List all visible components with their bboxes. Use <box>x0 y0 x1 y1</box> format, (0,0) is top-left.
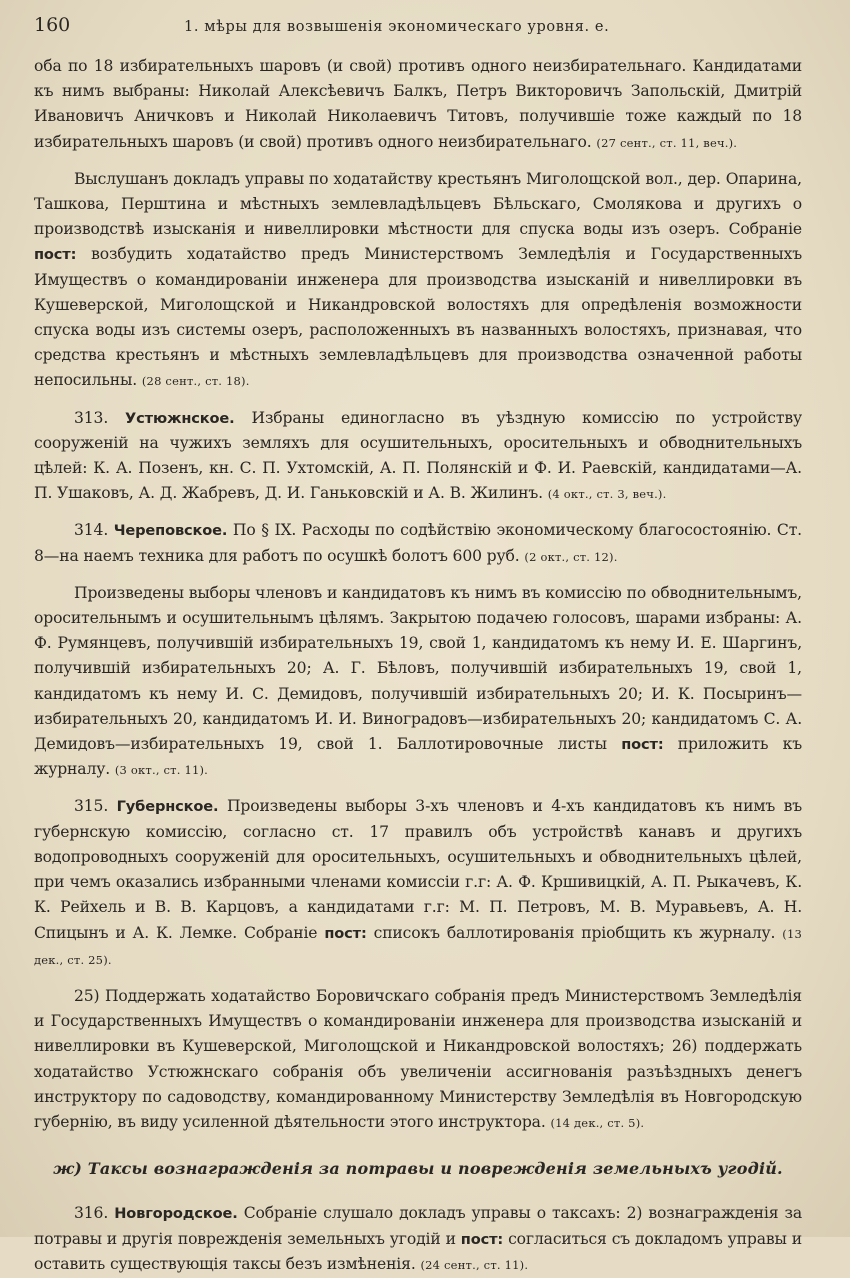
page-number: 160 <box>34 14 71 36</box>
item-number: 314. <box>74 521 109 540</box>
paragraph-text: По § IX. Расходы по содѣйствію экономическому благосостоянію. Ст. 8—на наемъ техника для работъ по осушкѣ болотъ 600 руб. <box>34 521 802 565</box>
assembly-name: Новгородское. <box>114 1205 238 1223</box>
citation-ref: (28 сент., ст. 18). <box>141 374 250 389</box>
paragraph-313 <box>34 406 802 508</box>
citation-ref: (27 сент., ст. 11, веч.). <box>596 135 738 150</box>
paragraph-text: Выслушанъ докладъ управы по ходатайству крестьянъ Миголощской вол., дер. Опарина, Ташкова, Перштина и мѣстныхъ землевладѣльцевъ Бѣльскаго, Смолякова и другихъ о производствѣ изысканія и нивеллировки мѣстности для спуска воды изъ озеръ. Собраніе <box>34 169 802 239</box>
citation-ref: (3 окт., ст. 11). <box>114 763 209 778</box>
citation-ref: (2 окт., ст. 12). <box>524 549 618 564</box>
paragraph-text: Произведены выборы членовъ и кандидатовъ къ нимъ въ комиссію по обводнительнымъ, оросительнымъ и осушительнымъ цѣлямъ. Закрытою подачею голосовъ, шарами избраны: А. Ф. Румянцевъ, получившій избирательныхъ 19, свой 1, кандидатомъ къ нему И. Е. Шаргинъ, получившій избирательныхъ 20; А. Г. Бѣловъ, получившій избирательныхъ 19, свой 1, кандидатомъ къ нему И. С. Демидовъ, получившій избирательныхъ 20; И. К. Посыринъ—избирательныхъ 20, кандидатомъ И. И. Виноградовъ—избирательныхъ 20; кандидатомъ С. А. Демидовъ—избирательныхъ 19, свой 1. Баллотировочные листы <box>34 583 802 754</box>
assembly-name: Губернское. <box>116 798 219 816</box>
paragraph-text: возбудить ходатайство предъ Министерствомъ Земледѣлія и Государственныхъ Имуществъ о командированіи инженера для производства изысканій и нивеллировки въ Кушеверской, Миголощской и Никандровской волостяхъ для опредѣленія возможности спуска воды изъ системы озеръ, расположенныхъ въ названныхъ волостяхъ, признавая, что средства крестьянъ и мѣстныхъ землевладѣльцевъ для производства означенной работы непосильны. <box>34 245 802 390</box>
paragraph-314-elections <box>34 581 802 784</box>
paragraph-25-26 <box>34 984 802 1136</box>
paragraph-text: 25) Поддержать ходатайство Боровичскаго собранія предъ Министерствомъ Земледѣлія и Государственныхъ Имуществъ о командированіи инженера для производства изысканій и нивеллировки въ Кушеверской, Миголощской и Никандровской волостяхъ; 26) поддержать ходатайство Устюжнскаго собранія объ увеличеніи ассигнованія разъѣздныхъ денегъ инструктору по садоводству, командированному Министерству Земледѣлія въ Новгородскую губернію, въ виду усиленной дѣятельности этого инструктора. <box>34 986 802 1131</box>
item-number: 313. <box>74 408 109 427</box>
item-number: 316. <box>74 1204 109 1223</box>
citation-ref: (13 дек., ст. 25). <box>34 926 803 967</box>
running-title: 1. мѣры для возвышенія экономическаго уровня. е. <box>184 19 610 35</box>
paragraph-text: Собраніе слушало докладъ управы о таксахъ: 2) вознагражденія за потравы и другія поврежденія земельныхъ угодій и <box>34 1204 802 1248</box>
assembly-name: Устюжнское. <box>125 409 235 427</box>
paragraph-petition <box>34 167 802 395</box>
assembly-name: Череповское. <box>113 522 228 540</box>
resolution-marker: пост: <box>324 924 367 942</box>
paragraph-316 <box>34 1201 802 1278</box>
paragraph-text: согласиться съ докладомъ управы и оставить существующія таксы безъ измѣненія. <box>34 1229 802 1273</box>
section-subheading: ж) Таксы вознагражденія за потравы и поврежденія земельныхъ угодій. <box>53 1159 783 1179</box>
paragraph-314 <box>34 518 802 569</box>
paragraph-text: Избраны единогласно въ уѣздную комиссію по устройству сооруженій на чужихъ земляхъ для осушительныхъ, оросительныхъ и обводнительныхъ цѣлей: К. А. Позенъ, кн. С. П. Ухтомскій, А. П. Полянскій и Ф. И. Раевскій, кандидатами—А. П. Ушаковъ, А. Д. Жабревъ, Д. И. Ганьковскій и А. В. Жилинъ. <box>34 408 803 503</box>
running-head <box>34 14 802 48</box>
paragraph-text: оба по 18 избирательныхъ шаровъ (и свой) противъ одного неизбирательнаго. Кандидатами къ нимъ выбраны: Николай Алексѣевичъ Балкъ, Петръ Викторовичъ Запольскій, Дмитрій Ивановичъ Аничковъ и Николай Николаевичъ Титовъ, получившіе тоже каждый по 18 избирательныхъ шаровъ (и свой) противъ одного неизбирательнаго. <box>34 57 802 151</box>
citation-ref: (4 окт., ст. 3, веч.). <box>547 487 667 502</box>
resolution-marker: пост: <box>34 246 77 264</box>
paragraph-continuation <box>34 54 802 156</box>
paragraph-text: приложить къ журналу. <box>34 735 803 779</box>
paragraph-text: списокъ баллотированія пріобщить къ журналу. <box>373 923 776 942</box>
paragraph-text: Произведены выборы 3-хъ членовъ и 4-хъ кандидатовъ къ нимъ въ губернскую комиссію, согласно ст. 17 правилъ объ устройствѣ канавъ и другихъ водопроводныхъ сооруженій для оросительныхъ, осушительныхъ и обводнительныхъ цѣлей, при чемъ оказались избранными членами комиссіи г.г: А. Ф. Кршивицкій, А. П. Рыкачевъ, К. К. Рейхель и В. В. Карцовъ, а кандидатами г.г: М. П. Петровъ, М. В. Муравьевъ, А. Н. Спицынъ и А. К. Лемке. Собраніе <box>34 797 802 942</box>
item-number: 315. <box>74 797 109 816</box>
resolution-marker: пост: <box>621 736 664 754</box>
body-text <box>34 54 802 1278</box>
resolution-marker: пост: <box>460 1230 504 1248</box>
citation-ref: (14 дек., ст. 5). <box>550 1115 645 1130</box>
citation-ref: (24 сент., ст. 11). <box>420 1257 529 1272</box>
paragraph-315 <box>34 794 802 972</box>
